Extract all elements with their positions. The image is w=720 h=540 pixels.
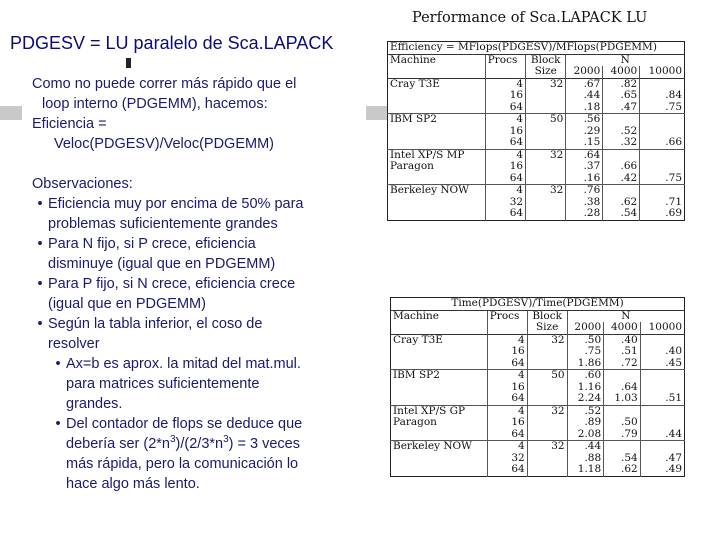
table-row [388, 161, 685, 173]
slide-body [32, 74, 362, 494]
bullet-3-line-2: (igual que en PDGEMM) [48, 296, 206, 312]
cell-procs: 16 [487, 346, 527, 358]
cell-c: .45 [640, 358, 684, 370]
cell-b: .82 [603, 78, 640, 90]
cell-machine [388, 137, 486, 149]
col-header-n2: 4000 [603, 66, 640, 78]
formula-part-1: debería ser (2*n [66, 436, 170, 452]
table-row [388, 208, 685, 220]
formula-exponent-1: 3 [169, 434, 176, 446]
cell-procs: 64 [485, 173, 525, 185]
cell-c [640, 405, 684, 417]
bullet-mark: • [37, 276, 43, 292]
cell-procs: 64 [485, 208, 525, 220]
col-header-n3: 10000 [640, 322, 684, 334]
sub-bullet-2-line-3: más rápida, pero la comunicación lo [66, 456, 299, 472]
cell-b: .72 [604, 358, 641, 370]
cell-a: .60 [567, 370, 604, 382]
table-row [391, 370, 685, 382]
intro-line-3: Eficiencia = [32, 116, 107, 132]
cell-c [640, 441, 684, 453]
cell-procs: 64 [487, 464, 527, 476]
cell-procs: 16 [487, 382, 527, 394]
cell-block [527, 417, 567, 429]
cell-block [526, 161, 566, 173]
cell-block: 50 [527, 370, 567, 382]
cell-a: 1.18 [567, 464, 604, 476]
cell-b: .32 [603, 137, 640, 149]
cell-a: .28 [566, 208, 603, 220]
bullet-3 [32, 274, 362, 314]
cell-machine [388, 90, 486, 102]
cell-c: .75 [640, 173, 685, 185]
bullet-mark: • [37, 316, 43, 332]
cell-machine [388, 126, 486, 138]
cell-procs: 32 [485, 197, 525, 209]
cell-block [526, 126, 566, 138]
table-row [388, 173, 685, 185]
cell-machine: Berkeley NOW [391, 441, 488, 453]
table-row [391, 358, 685, 370]
cell-b: .79 [604, 429, 641, 441]
cell-c: .47 [640, 453, 684, 465]
col-header-procs: Procs [485, 54, 525, 66]
cell-block [527, 464, 567, 476]
cell-a: .56 [566, 114, 603, 126]
cell-procs: 16 [485, 126, 525, 138]
cell-a: .89 [567, 417, 604, 429]
bullet-4 [32, 314, 362, 354]
decorative-bar-right [366, 106, 388, 120]
cell-a: .52 [567, 405, 604, 417]
table-caption: Efficiency = MFlops(PDGESV)/MFlops(PDGEMM) [388, 42, 685, 55]
efficiency-table [387, 41, 685, 221]
table-row [388, 102, 685, 114]
col-header-size: Size [526, 66, 566, 78]
title-underline-mark [126, 58, 131, 68]
table-caption: Time(PDGESV)/Time(PDGEMM) [391, 298, 685, 311]
slide-title: PDGESV = LU paralelo de Sca.LAPACK [10, 33, 334, 53]
cell-a: 2.24 [567, 393, 604, 405]
cell-c [640, 149, 685, 161]
cell-c: .84 [640, 90, 685, 102]
cell-procs: 16 [485, 90, 525, 102]
table-row [388, 78, 685, 90]
bullet-2 [32, 234, 362, 274]
cell-procs: 4 [485, 114, 525, 126]
cell-machine [391, 429, 488, 441]
cell-block [526, 173, 566, 185]
cell-machine [391, 358, 488, 370]
cell-a: .16 [566, 173, 603, 185]
cell-block [526, 137, 566, 149]
cell-b [603, 185, 640, 197]
bullet-1-line-1: Eficiencia muy por encima de 50% para [48, 196, 304, 212]
cell-machine [388, 208, 486, 220]
bullet-4-line-2: resolver [48, 336, 100, 352]
bullet-mark: • [37, 236, 43, 252]
decorative-bar-left [0, 106, 22, 120]
time-ratio-table [390, 297, 685, 477]
table-row [388, 197, 685, 209]
bullet-mark: • [37, 196, 43, 212]
observations-heading: Observaciones: [32, 176, 133, 192]
cell-procs: 4 [485, 185, 525, 197]
cell-machine: Paragon [393, 416, 437, 428]
cell-procs: 64 [487, 429, 527, 441]
table-row [388, 90, 685, 102]
bullet-2-line-1: Para N fijo, si P crece, eficiencia [48, 236, 256, 252]
col-header-block: Block [527, 310, 567, 322]
cell-b: .50 [604, 417, 641, 429]
sub-bullet-1-line-1: Ax=b es aprox. la mitad del mat.mul. [66, 356, 301, 372]
cell-block: 50 [526, 114, 566, 126]
cell-a: .29 [566, 126, 603, 138]
cell-b [604, 441, 641, 453]
cell-b: .65 [603, 90, 640, 102]
cell-machine: Intel XP/S MP [388, 149, 486, 161]
cell-b [604, 370, 641, 382]
cell-b: .47 [603, 102, 640, 114]
cell-procs: 16 [487, 417, 527, 429]
cell-a: .67 [566, 78, 603, 90]
cell-procs: 4 [487, 405, 527, 417]
col-header-procs: Procs [487, 310, 527, 322]
cell-machine [391, 393, 488, 405]
col-header-n1: 2000 [566, 66, 603, 78]
cell-block [526, 90, 566, 102]
bullet-2-line-2: disminuye (igual que en PDGEMM) [48, 256, 276, 272]
col-header-n: N [566, 54, 685, 66]
cell-block [527, 453, 567, 465]
table-row [391, 429, 685, 441]
cell-block [527, 346, 567, 358]
formula-part-3: ) = 3 veces [228, 436, 300, 452]
cell-procs: 4 [487, 441, 527, 453]
col-header-size: Size [527, 322, 567, 334]
table-row [391, 382, 685, 394]
cell-a: .44 [566, 90, 603, 102]
table-row [391, 346, 685, 358]
cell-procs: 64 [487, 393, 527, 405]
table-row [391, 441, 685, 453]
cell-machine [388, 197, 486, 209]
col-header-machine: Machine [390, 53, 436, 66]
cell-b: .40 [604, 334, 641, 346]
figure-title: Performance of Sca.LAPACK LU [412, 10, 648, 26]
cell-block [526, 208, 566, 220]
col-header-n3: 10000 [640, 66, 685, 78]
cell-block [527, 393, 567, 405]
cell-c: .66 [640, 137, 685, 149]
table-row [391, 417, 685, 429]
col-header-block: Block [526, 54, 566, 66]
cell-a: .15 [566, 137, 603, 149]
col-header-n1: 2000 [567, 322, 604, 334]
cell-procs: 4 [485, 78, 525, 90]
cell-b: .62 [603, 197, 640, 209]
cell-b: 1.03 [604, 393, 641, 405]
cell-machine [391, 382, 488, 394]
bullet-mark: • [55, 416, 61, 432]
cell-c: .75 [640, 102, 685, 114]
cell-a: .38 [566, 197, 603, 209]
col-header-n2: 4000 [604, 322, 641, 334]
cell-block: 32 [527, 441, 567, 453]
cell-b: .62 [604, 464, 641, 476]
cell-a: .88 [567, 453, 604, 465]
formula-exponent-2: 3 [223, 434, 229, 446]
cell-machine: IBM SP2 [391, 370, 488, 382]
cell-machine [388, 102, 486, 114]
cell-c: .40 [640, 346, 684, 358]
cell-procs: 32 [487, 453, 527, 465]
cell-block: 32 [526, 78, 566, 90]
cell-procs: 64 [487, 358, 527, 370]
cell-procs: 16 [485, 161, 525, 173]
cell-a: .37 [566, 161, 603, 173]
bullet-1-line-2: problemas suficientemente grandes [48, 216, 278, 232]
col-header-n: N [567, 310, 684, 322]
cell-block: 32 [527, 334, 567, 346]
cell-a: .75 [567, 346, 604, 358]
cell-a: 1.16 [567, 382, 604, 394]
table-row [391, 453, 685, 465]
sub-bullet-2-line-4: hace algo más lento. [66, 476, 200, 492]
sub-bullet-1 [32, 354, 362, 414]
bullet-4-line-1: Según la tabla inferior, el coso de [48, 316, 263, 332]
sub-bullet-2-line-2 [66, 434, 302, 454]
cell-b: .66 [603, 161, 640, 173]
cell-a: 1.86 [567, 358, 604, 370]
cell-c: .49 [640, 464, 684, 476]
cell-a: .64 [566, 149, 603, 161]
cell-a: .18 [566, 102, 603, 114]
cell-c [640, 161, 685, 173]
cell-a: .50 [567, 334, 604, 346]
cell-machine [391, 464, 488, 476]
cell-block [526, 197, 566, 209]
cell-b: .51 [604, 346, 641, 358]
cell-c [640, 417, 684, 429]
cell-block [527, 382, 567, 394]
bullet-mark: • [55, 356, 61, 372]
cell-machine: Berkeley NOW [388, 185, 486, 197]
cell-a: .76 [566, 185, 603, 197]
cell-procs: 4 [487, 370, 527, 382]
intro-line-4: Veloc(PDGESV)/Veloc(PDGEMM) [54, 136, 274, 152]
table-row [391, 393, 685, 405]
cell-procs: 64 [485, 102, 525, 114]
cell-c [640, 370, 684, 382]
sub-bullet-2 [32, 414, 362, 494]
cell-b: .52 [603, 126, 640, 138]
cell-block: 32 [526, 149, 566, 161]
cell-c: .51 [640, 393, 684, 405]
table-row [391, 334, 685, 346]
formula-part-2: )/(2/3*n [175, 436, 224, 452]
cell-c: .44 [640, 429, 684, 441]
cell-a: 2.08 [567, 429, 604, 441]
cell-machine [391, 346, 488, 358]
cell-block [527, 358, 567, 370]
cell-b [603, 114, 640, 126]
cell-b: .54 [603, 208, 640, 220]
intro-line-2: loop interno (PDGEMM), hacemos: [42, 96, 268, 112]
cell-c: .71 [640, 197, 685, 209]
table-row [391, 464, 685, 476]
cell-machine: IBM SP2 [388, 114, 486, 126]
cell-c: .69 [640, 208, 685, 220]
cell-machine: Intel XP/S GP [391, 405, 488, 417]
bullet-1 [32, 194, 362, 234]
intro-line-1: Como no puede correr más rápido que el [32, 76, 297, 92]
cell-b: .64 [604, 382, 641, 394]
cell-block [527, 429, 567, 441]
sub-bullet-2-line-1: Del contador de flops se deduce que [66, 416, 303, 432]
cell-machine [388, 173, 486, 185]
cell-c [640, 185, 685, 197]
cell-procs: 4 [487, 334, 527, 346]
bullet-3-line-1: Para P fijo, si N crece, eficiencia crece [48, 276, 296, 292]
cell-procs: 64 [485, 137, 525, 149]
cell-block: 32 [527, 405, 567, 417]
table-row [388, 126, 685, 138]
table-row [388, 185, 685, 197]
col-header-machine: Machine [393, 309, 439, 322]
cell-machine [391, 453, 488, 465]
cell-b: .42 [603, 173, 640, 185]
table-row [388, 114, 685, 126]
cell-block [526, 102, 566, 114]
sub-bullet-1-line-3: grandes. [66, 396, 123, 412]
cell-b: .54 [604, 453, 641, 465]
cell-machine: Cray T3E [390, 77, 440, 90]
cell-machine: Cray T3E [393, 333, 443, 346]
cell-block: 32 [526, 185, 566, 197]
table-row [388, 137, 685, 149]
cell-c [640, 114, 685, 126]
sub-bullet-1-line-2: para matrices suficientemente [66, 376, 260, 392]
cell-procs: 4 [485, 149, 525, 161]
cell-a: .44 [567, 441, 604, 453]
cell-machine: Paragon [390, 160, 434, 172]
